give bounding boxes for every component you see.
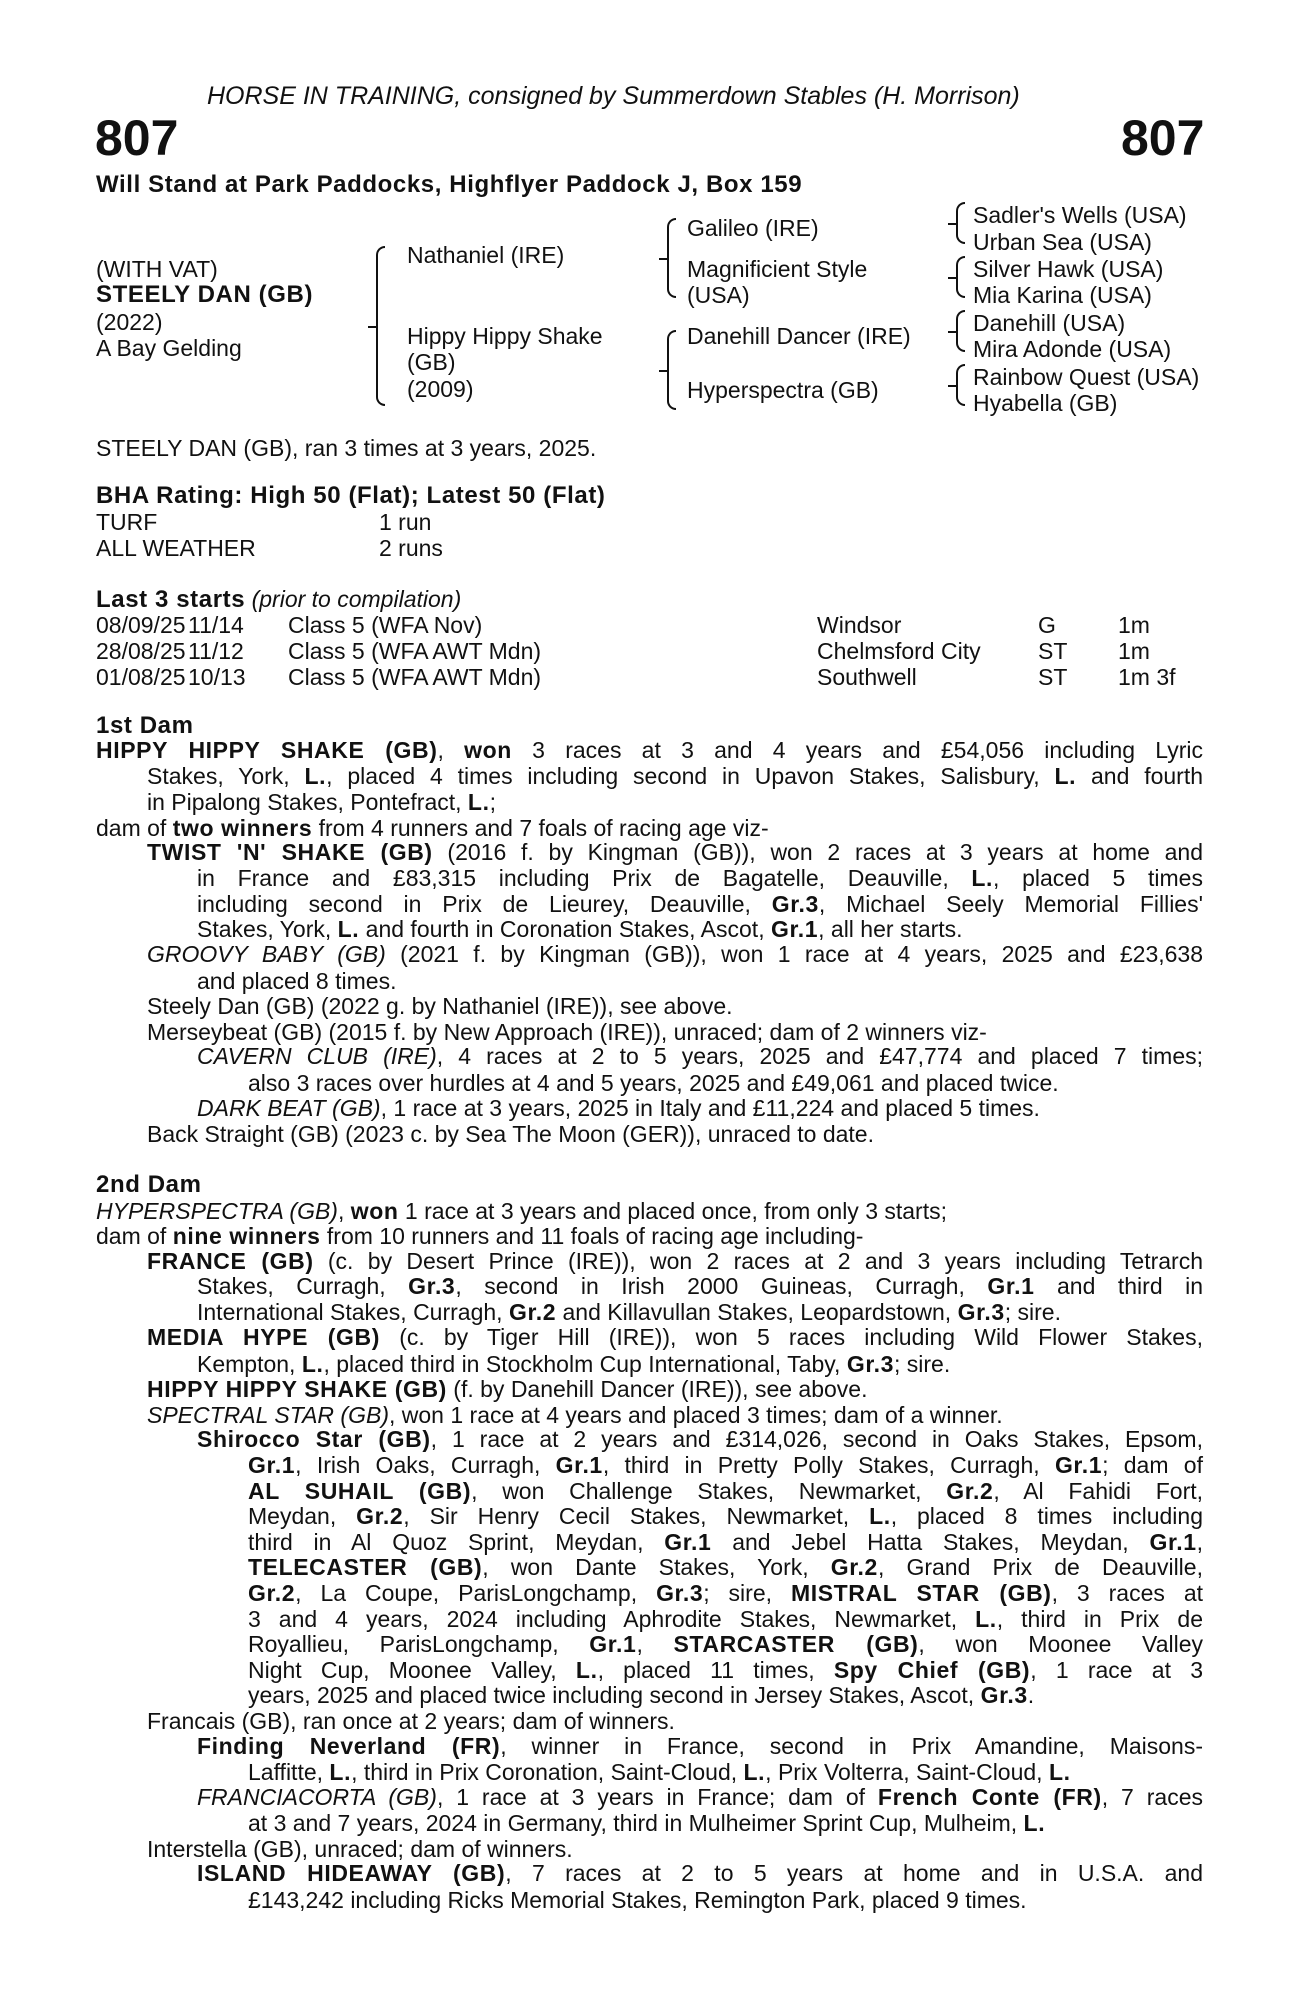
pedigree-bracket-parents bbox=[376, 246, 385, 406]
pedigree-bracket-g4 bbox=[956, 364, 965, 406]
horse-year: (2022) bbox=[96, 309, 163, 335]
start-distance: 1m bbox=[1118, 638, 1150, 664]
produce-twist-cont: in France and £83,315 including Prix de Bagatelle, Deauville, L., placed 5 times including second in Prix de Lieurey, Deauville, Gr.3, Michael Seely Memorial Fillies' Stakes, York, L. and fourth in Coronation Stakes, Ascot, Gr.1, all her starts. bbox=[197, 865, 1203, 943]
pedigree-bracket-g3 bbox=[956, 310, 965, 352]
start-race: Class 5 (WFA AWT Mdn) bbox=[288, 664, 542, 690]
start-date: 08/09/25 bbox=[96, 612, 186, 638]
surface-runs: 2 runs bbox=[379, 535, 443, 561]
grandsire-4: Rainbow Quest (USA) bbox=[973, 364, 1200, 390]
second-dam-entry: HYPERSPECTRA (GB), won 1 race at 3 years and placed once, from only 3 starts; bbox=[96, 1198, 947, 1224]
produce-finding-cont: Laffitte, L., third in Prix Coronation, Saint-Cloud, L., Prix Volterra, Saint-Cloud, L. bbox=[248, 1759, 1071, 1785]
produce-back-straight: Back Straight (GB) (2023 c. by Sea The Moon (GER)), unraced to date. bbox=[147, 1121, 874, 1147]
produce-spectral: SPECTRAL STAR (GB), won 1 race at 4 years and placed 3 times; dam of a winner. bbox=[147, 1402, 1003, 1428]
produce-twist: TWIST 'N' SHAKE (GB) (2016 f. by Kingman (GB)), won 2 races at 3 years at home and bbox=[147, 839, 1203, 865]
pedigree-bracket-g1 bbox=[956, 202, 965, 244]
produce-merseybeat: Merseybeat (GB) (2015 f. by New Approach (IRE)), unraced; dam of 2 winners viz- bbox=[147, 1019, 987, 1045]
produce-media-hype-cont: Kempton, L., placed third in Stockholm Cup International, Taby, Gr.3; sire. bbox=[197, 1351, 951, 1377]
rating-row bbox=[96, 509, 696, 535]
surface-label: ALL WEATHER bbox=[96, 535, 256, 561]
start-position: 10/13 bbox=[188, 664, 246, 690]
produce-groovy-cont: and placed 8 times. bbox=[197, 968, 397, 994]
start-date: 28/08/25 bbox=[96, 638, 186, 664]
produce-franciacorta: FRANCIACORTA (GB), 1 race at 3 years in France; dam of French Conte (FR), 7 races bbox=[197, 1784, 1203, 1810]
produce-shirocco: Shirocco Star (GB), 1 race at 2 years and £314,026, second in Oaks Stakes, Epsom, bbox=[197, 1426, 1203, 1452]
start-going: ST bbox=[1038, 664, 1068, 690]
dam-line3: (2009) bbox=[407, 376, 474, 402]
sire-dam-line1: Magnificient Style bbox=[687, 256, 868, 282]
produce-france-cont: Stakes, Curragh, Gr.3, second in Irish 2000 Guineas, Curragh, Gr.1 and third in International Stakes, Curragh, Gr.2 and Killavullan Stakes, Leopardstown, Gr.3; sire. bbox=[197, 1273, 1203, 1325]
grandsire-1: Sadler's Wells (USA) bbox=[973, 202, 1187, 228]
second-dam-heading: 2nd Dam bbox=[96, 1171, 202, 1198]
produce-cavern-cont: also 3 races over hurdles at 4 and 5 years, 2025 and £49,061 and placed twice. bbox=[248, 1070, 1059, 1096]
start-row bbox=[96, 638, 1196, 664]
produce-francais: Francais (GB), ran once at 2 years; dam of winners. bbox=[147, 1708, 675, 1734]
granddam-4: Hyabella (GB) bbox=[973, 390, 1118, 416]
start-going: G bbox=[1038, 612, 1056, 638]
start-race: Class 5 (WFA Nov) bbox=[288, 612, 483, 638]
produce-interstella: Interstella (GB), unraced; dam of winners. bbox=[147, 1836, 573, 1862]
last-starts-heading: Last 3 starts (prior to compilation) bbox=[96, 586, 462, 613]
consignor-title: HORSE IN TRAINING, consigned by Summerdown Stables (H. Morrison) bbox=[207, 82, 1020, 110]
start-row bbox=[96, 612, 1196, 638]
start-distance: 1m bbox=[1118, 612, 1150, 638]
start-course: Chelmsford City bbox=[817, 638, 981, 664]
start-going: ST bbox=[1038, 638, 1068, 664]
pedigree-bracket-dam bbox=[667, 330, 676, 410]
horse-name: STEELY DAN (GB) bbox=[96, 281, 314, 308]
produce-shirocco-cont: Gr.1, Irish Oaks, Curragh, Gr.1, third in Pretty Polly Stakes, Curragh, Gr.1; dam of AL SUHAIL (GB), won Challenge Stakes, Newmarket, Gr.2, Al Fahidi Fort, Meydan, Gr.2, Sir Henry Cecil Stakes, Newmarket, L., placed 8 times including third in Al Quoz Sprint, Meydan, Gr.1 and Jebel Hatta Stakes, Meydan, Gr.1, TELECASTER (GB), won Dante Stakes, York, Gr.2, Grand Prix de Deauville, Gr.2, La Coupe, ParisLongchamp, Gr.3; sire, MISTRAL STAR (GB), 3 races at 3 and 4 years, 2024 including Aphrodite Stakes, Newmarket, L., third in Prix de Royallieu, ParisLongchamp, Gr.1, STARCASTER (GB), won Moonee Valley Night Cup, Moonee Valley, L., placed 11 times, Spy Chief (GB), 1 race at 3 years, 2025 and placed twice including second in Jersey Stakes, Ascot, Gr.3. bbox=[248, 1452, 1204, 1709]
start-position: 11/12 bbox=[188, 638, 244, 664]
surface-label: TURF bbox=[96, 509, 158, 535]
dam-sire: Danehill Dancer (IRE) bbox=[687, 323, 911, 349]
produce-franciacorta-cont: at 3 and 7 years, 2024 in Germany, third in Mulheimer Sprint Cup, Mulheim, L. bbox=[248, 1810, 1046, 1836]
produce-island-cont: £143,242 including Ricks Memorial Stakes, Remington Park, placed 9 times. bbox=[248, 1887, 1027, 1913]
sire-sire: Galileo (IRE) bbox=[687, 215, 819, 241]
start-date: 01/08/25 bbox=[96, 664, 186, 690]
rating-row bbox=[96, 535, 696, 561]
lot-number-left: 807 bbox=[95, 110, 179, 166]
grandsire-2: Silver Hawk (USA) bbox=[973, 256, 1164, 282]
sire-dam-line2: (USA) bbox=[687, 282, 750, 308]
start-row bbox=[96, 664, 1196, 690]
produce-finding: Finding Neverland (FR), winner in France, second in Prix Amandine, Maisons- bbox=[197, 1733, 1203, 1759]
produce-media-hype: MEDIA HYPE (GB) (c. by Tiger Hill (IRE)), won 5 races including Wild Flower Stakes, bbox=[147, 1324, 1203, 1350]
produce-groovy: GROOVY BABY (GB) (2021 f. by Kingman (GB)), won 1 race at 4 years, 2025 and £23,638 bbox=[147, 941, 1204, 967]
produce-france: FRANCE (GB) (c. by Desert Prince (IRE)), won 2 races at 2 and 3 years including Tetrarch bbox=[147, 1248, 1203, 1274]
sire: Nathaniel (IRE) bbox=[407, 242, 565, 268]
granddam-2: Mia Karina (USA) bbox=[973, 282, 1152, 308]
start-distance: 1m 3f bbox=[1118, 664, 1176, 690]
produce-hippy: HIPPY HIPPY SHAKE (GB) (f. by Danehill Dancer (IRE)), see above. bbox=[147, 1376, 868, 1402]
pedigree-bracket-sire bbox=[667, 218, 676, 298]
produce-cavern: CAVERN CLUB (IRE), 4 races at 2 to 5 years, 2025 and £47,774 and placed 7 times; bbox=[197, 1043, 1203, 1069]
granddam-3: Mira Adonde (USA) bbox=[973, 336, 1172, 362]
vat-note: (WITH VAT) bbox=[96, 256, 218, 282]
produce-dark: DARK BEAT (GB), 1 race at 3 years, 2025 in Italy and £11,224 and placed 5 times. bbox=[197, 1095, 1040, 1121]
horse-description: A Bay Gelding bbox=[96, 335, 242, 361]
stable-location: Will Stand at Park Paddocks, Highflyer Paddock J, Box 159 bbox=[96, 171, 803, 198]
produce-steely: Steely Dan (GB) (2022 g. by Nathaniel (IRE)), see above. bbox=[147, 993, 733, 1019]
bha-rating-heading: BHA Rating: High 50 (Flat); Latest 50 (Flat) bbox=[96, 482, 606, 509]
dam-line2: (GB) bbox=[407, 349, 456, 375]
start-course: Windsor bbox=[817, 612, 902, 638]
start-race: Class 5 (WFA AWT Mdn) bbox=[288, 638, 542, 664]
first-dam-entry: HIPPY HIPPY SHAKE (GB), won 3 races at 3 and 4 years and £54,056 including Lyric bbox=[96, 737, 1204, 763]
start-position: 11/14 bbox=[188, 612, 244, 638]
pedigree-bracket-g2 bbox=[956, 256, 965, 298]
start-course: Southwell bbox=[817, 664, 917, 690]
produce-island: ISLAND HIDEAWAY (GB), 7 races at 2 to 5 years at home and in U.S.A. and bbox=[197, 1860, 1203, 1886]
second-dam-produce: dam of nine winners from 10 runners and 11 foals of racing age including- bbox=[96, 1223, 864, 1249]
granddam-1: Urban Sea (USA) bbox=[973, 229, 1152, 255]
surface-runs: 1 run bbox=[379, 509, 432, 535]
dam-dam: Hyperspectra (GB) bbox=[687, 377, 879, 403]
first-dam-heading: 1st Dam bbox=[96, 712, 194, 739]
race-summary: STEELY DAN (GB), ran 3 times at 3 years, 2025. bbox=[96, 435, 597, 461]
first-dam-entry-cont: Stakes, York, L., placed 4 times including second in Upavon Stakes, Salisbury, L. and fourth in Pipalong Stakes, Pontefract, L.; bbox=[147, 763, 1204, 815]
lot-number-right: 807 bbox=[1121, 110, 1205, 166]
grandsire-3: Danehill (USA) bbox=[973, 310, 1126, 336]
first-dam-produce: dam of two winners from 4 runners and 7 foals of racing age viz- bbox=[96, 815, 769, 841]
dam-line1: Hippy Hippy Shake bbox=[407, 323, 603, 349]
